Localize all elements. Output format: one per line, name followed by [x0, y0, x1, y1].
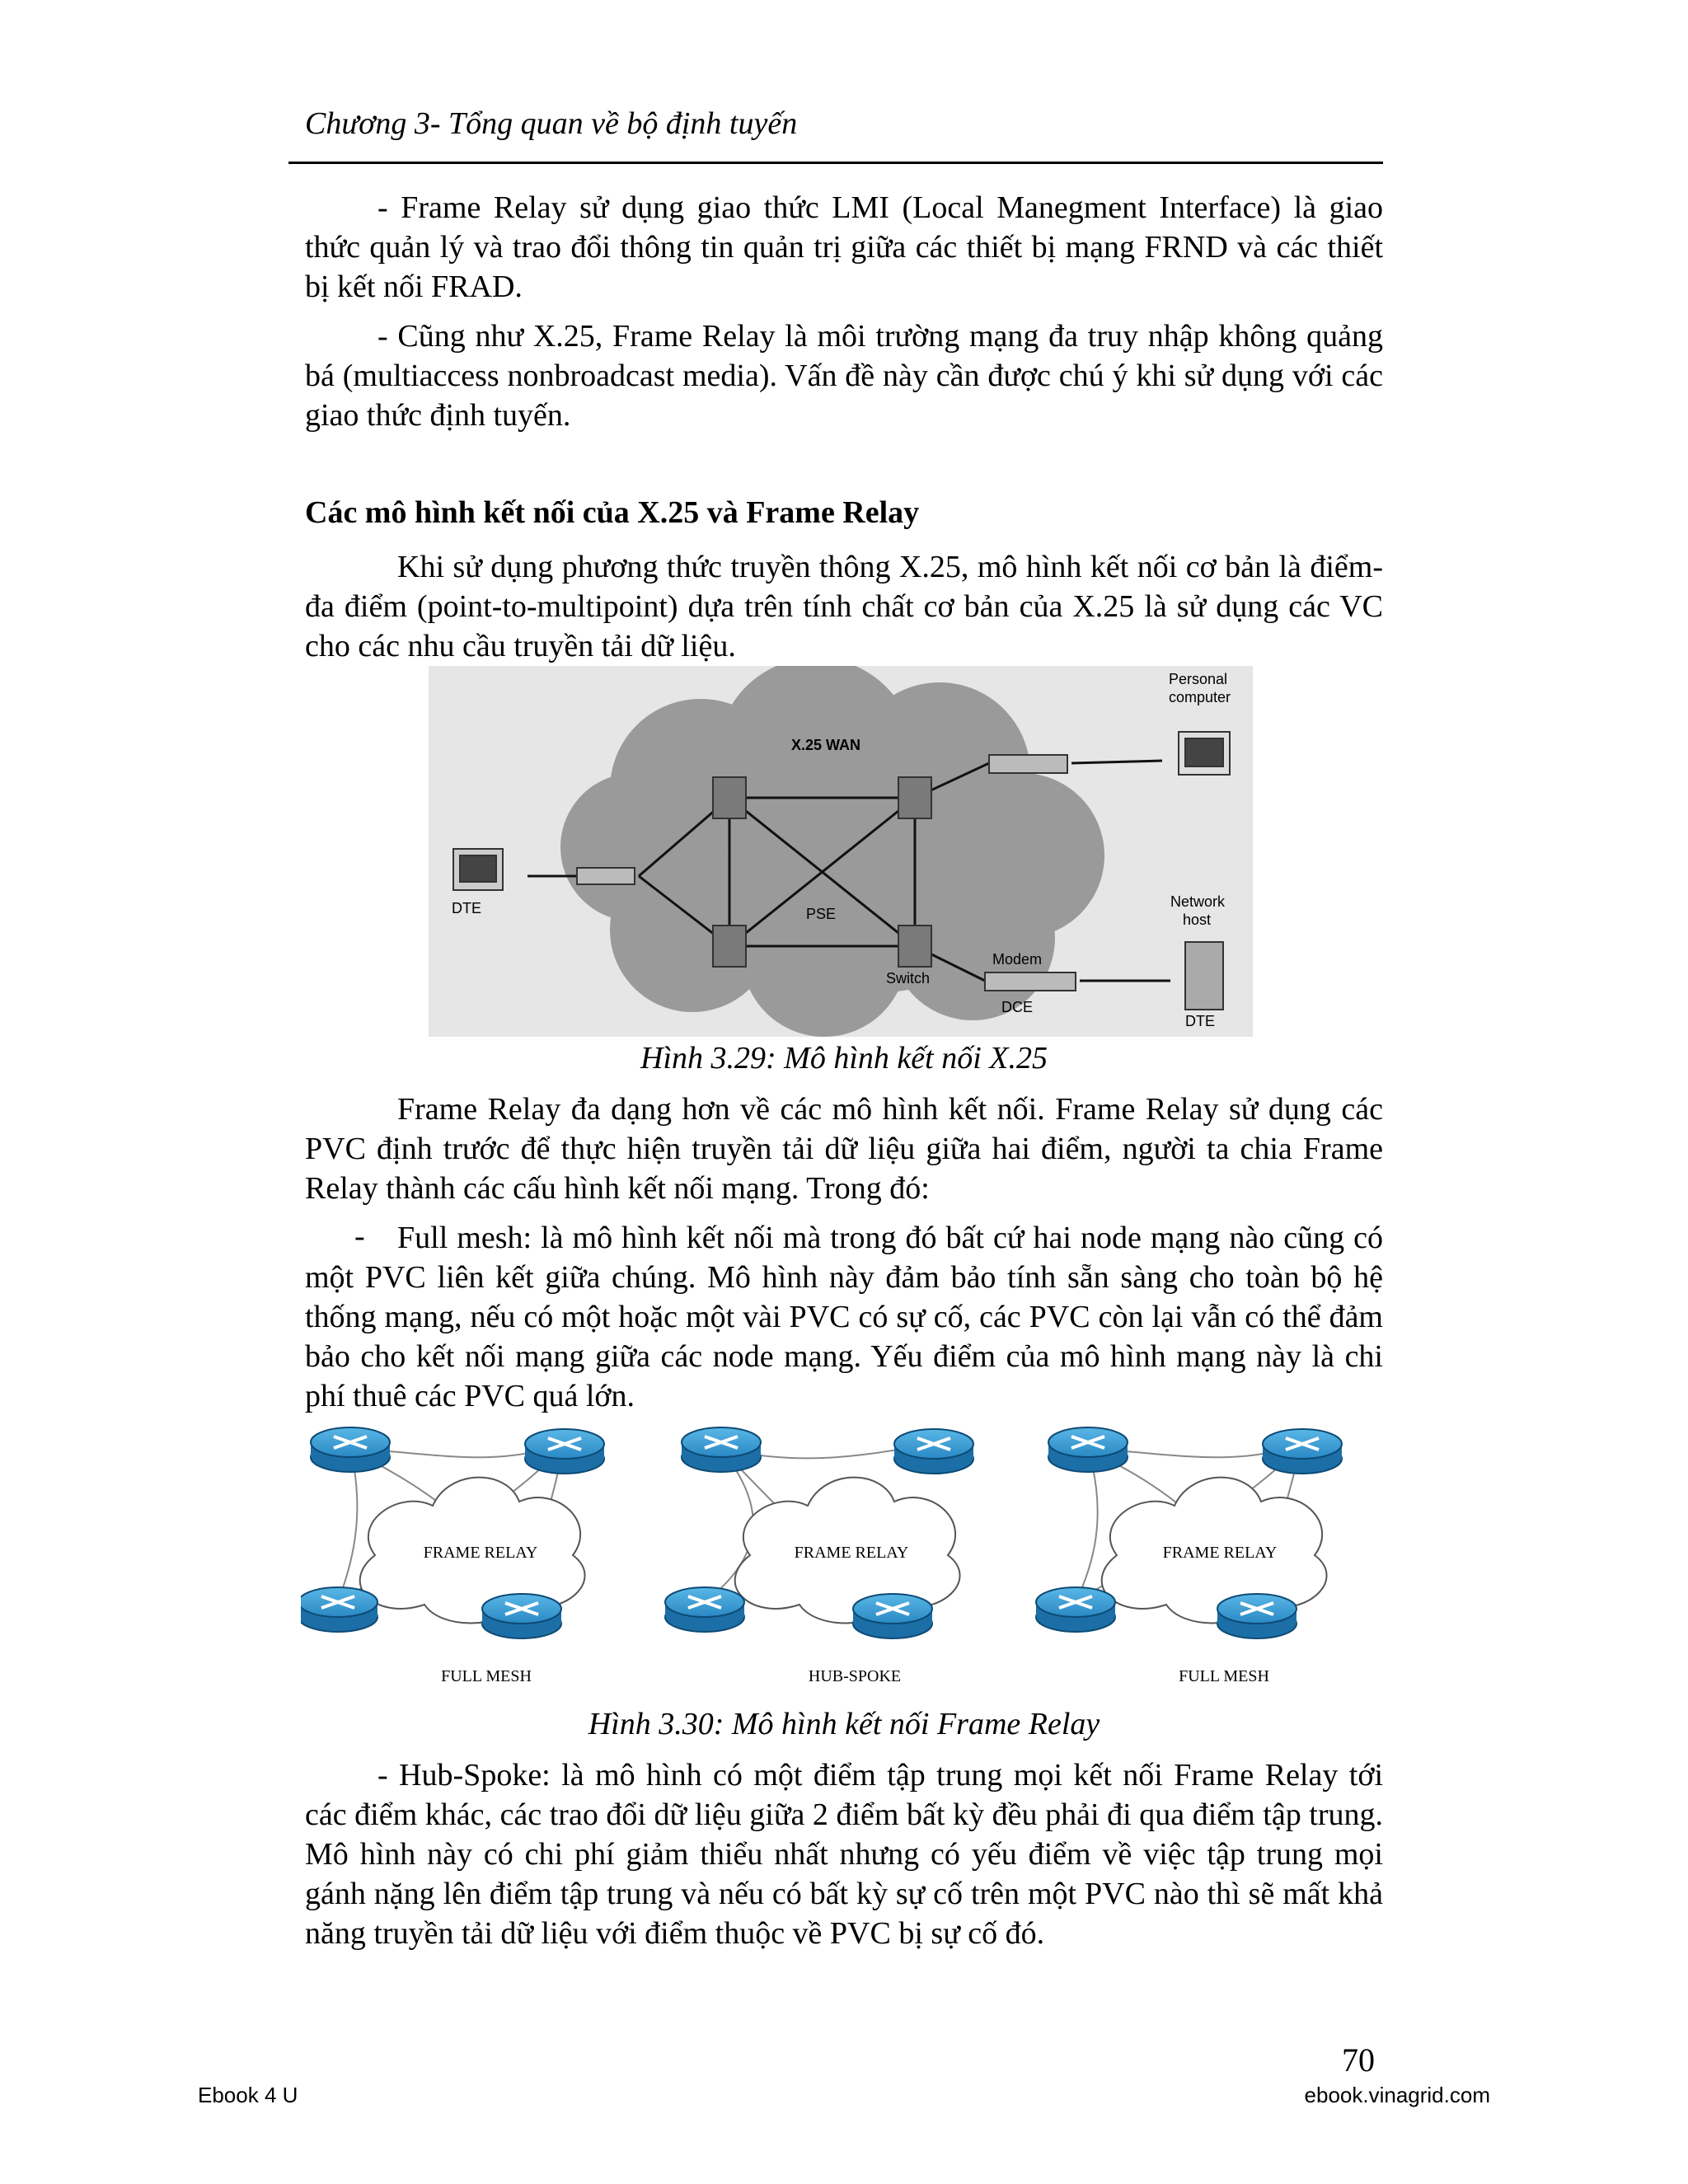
- header-rule: [288, 162, 1383, 164]
- figure-caption-frame-relay: Hình 3.30: Mô hình kết nối Frame Relay: [588, 1707, 1100, 1741]
- fr-topology-label-1: FULL MESH: [441, 1667, 532, 1685]
- host-label-line1: Network: [1170, 893, 1226, 910]
- fr-cloud-label-1: FRAME RELAY: [423, 1544, 538, 1562]
- figure-caption-x25: Hình 3.29: Mô hình kết nối X.25: [640, 1041, 1048, 1076]
- paragraph-frame-relay: Frame Relay đa dạng hơn về các mô hình kết nối. Frame Relay sử dụng các PVC định trước để thực hiện truyền tải dữ liệu giữa hai điểm, người ta chia Frame Relay thành các cấu hình kết nối mạng. Trong đó:: [305, 1092, 1383, 1206]
- paragraph-lmi: - Frame Relay sử dụng giao thức LMI (Local Manegment Interface) là giao thức quản lý và trao đổi thông tin quản trị giữa các thiết bị mạng FRND và các thiết bị kết nối FRAD.: [305, 190, 1383, 304]
- fr-topology-label-2: HUB-SPOKE: [808, 1667, 902, 1685]
- pc-label-line2: computer: [1169, 689, 1231, 705]
- network-host-icon: [1185, 942, 1223, 1010]
- fr-cloud-label-2: FRAME RELAY: [794, 1544, 909, 1562]
- host-label-line2: host: [1183, 912, 1212, 928]
- fr-cloud-label-3: FRAME RELAY: [1162, 1544, 1278, 1562]
- personal-computer-icon: [1179, 732, 1230, 775]
- dte-terminal-icon: [453, 849, 503, 890]
- footer-right: ebook.vinagrid.com: [1304, 2083, 1490, 2107]
- pc-label-line1: Personal: [1169, 671, 1228, 687]
- section-heading: Các mô hình kết nối của X.25 và Frame Relay: [305, 495, 920, 530]
- dce-label: DCE: [1001, 999, 1034, 1015]
- dte-right-label: DTE: [1185, 1013, 1215, 1029]
- footer-left: Ebook 4 U: [198, 2083, 298, 2107]
- bullet-dash: -: [354, 1219, 365, 1254]
- paragraph-x25-intro: Khi sử dụng phương thức truyền thông X.25, mô hình kết nối cơ bản là điểm-đa điểm (point-to-multipoint) dựa trên tính chất cơ bản của X.25 là sử dụng các VC cho các nhu cầu truyền tải dữ liệu.: [305, 550, 1383, 663]
- page-number: 70: [1342, 2041, 1375, 2079]
- fr-group-hub-spoke: [665, 1427, 973, 1685]
- paragraph-hub-spoke: - Hub-Spoke: là mô hình có một điểm tập trung mọi kết nối Frame Relay tới các điểm khác, các trao đổi dữ liệu giữa 2 điểm bất kỳ đều phải đi qua điểm tập trung. Mô hình này có chi phí giảm thiểu nhất nhưng có yếu điểm về việc tập trung mọi gánh nặng lên điểm tập trung và nếu có bất kỳ sự cố trên một PVC nào thì sẽ mất khả năng truyền tải dữ liệu với điểm thuộc về PVC bị sự cố đó.: [305, 1758, 1383, 1951]
- fr-topology-label-3: FULL MESH: [1179, 1667, 1269, 1685]
- frame-relay-diagram: [301, 1419, 1405, 1691]
- modem-label: Modem: [992, 951, 1043, 968]
- fr-group-full-mesh-2: [1036, 1427, 1342, 1685]
- x25-network-diagram: [429, 666, 1253, 1037]
- chapter-header: Chương 3- Tổng quan về bộ định tuyến: [305, 106, 798, 141]
- pse-label: PSE: [806, 906, 837, 922]
- dte-left-label: DTE: [452, 900, 481, 916]
- paragraph-multiaccess: - Cũng như X.25, Frame Relay là môi trường mạng đa truy nhập không quảng bá (multiaccess nonbroadcast media). Vấn đề này cần được chú ý khi sử dụng với các giao thức định tuyến.: [305, 319, 1383, 433]
- x25-wan-label: X.25 WAN: [791, 737, 861, 753]
- switch-label: Switch: [886, 970, 931, 987]
- fr-group-full-mesh-1: [301, 1427, 604, 1685]
- paragraph-full-mesh: Full mesh: là mô hình kết nối mà trong đó bất cứ hai node mạng nào cũng có một PVC liên kết giữa chúng. Mô hình này đảm bảo tính sẵn sàng cho toàn bộ hệ thống mạng, nếu có một hoặc một vài PVC có sự cố, các PVC còn lại vẫn có thể đảm bảo cho kết nối mạng giữa các node mạng. Yếu điểm của mô hình mạng này là chi phí thuê các PVC quá lớn.: [305, 1221, 1383, 1413]
